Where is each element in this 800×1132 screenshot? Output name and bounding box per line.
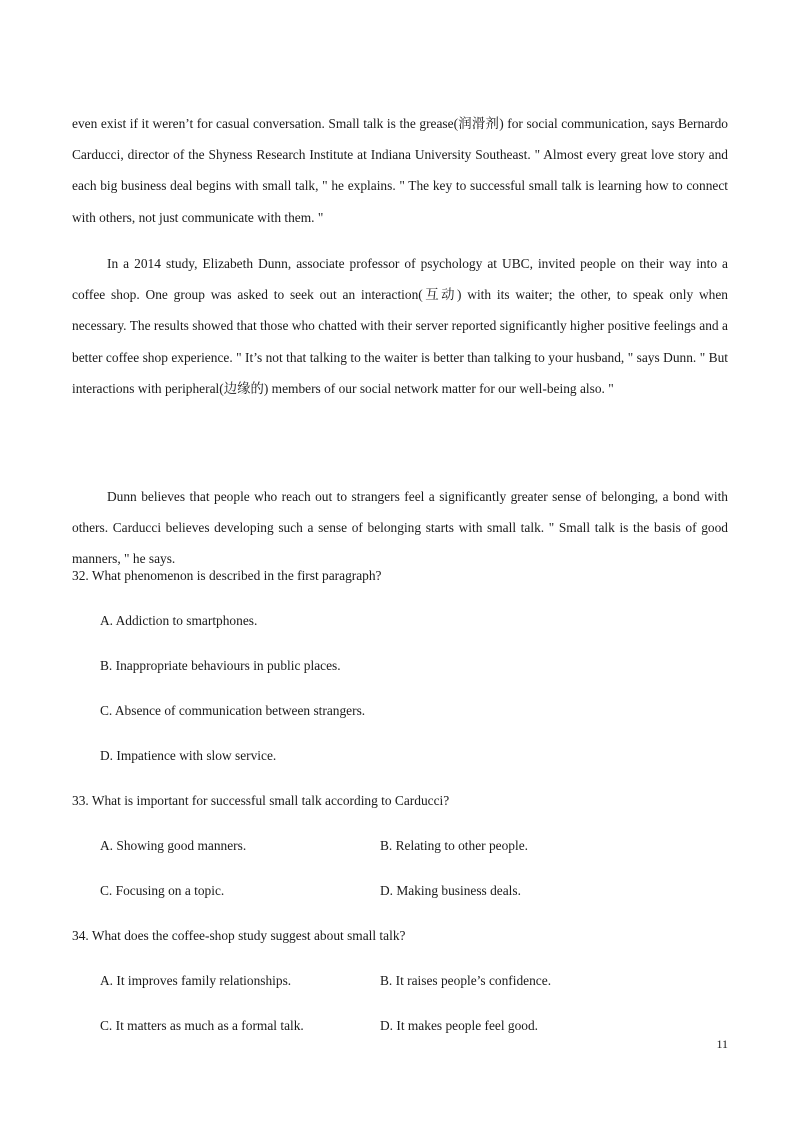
passage-paragraph-3: Dunn believes that people who reach out to strangers feel a significantly greater sense of belonging, a bond with others. Carducci believes developing such a sense of belonging starts with small talk. " Small talk is the basis of good manners, " he says. xyxy=(72,489,728,567)
question-34-option-d: D. It makes people feel good. xyxy=(380,1018,539,1033)
question-34-stem: 34. What does the coffee-shop study suggest about small talk? xyxy=(72,928,406,943)
question-32-stem: 32. What phenomenon is described in the first paragraph? xyxy=(72,568,382,583)
question-33-option-c: C. Focusing on a topic. xyxy=(100,883,225,898)
question-33-stem: 33. What is important for successful small talk according to Carducci? xyxy=(72,793,450,808)
question-33-option-d: D. Making business deals. xyxy=(380,883,521,898)
passage-paragraph-1: even exist if it weren’t for casual conversation. Small talk is the grease(润滑剂) for social communication, says Bernardo Carducci, director of the Shyness Research Institute at Indiana University Southeast. " Almost every great love story and each big business deal begins with small talk, " he explains. " The key to successful small talk is learning how to connect with others, not just communicate with them. " xyxy=(72,116,728,225)
question-32-option-c: C. Absence of communication between strangers. xyxy=(100,703,366,718)
question-32-option-d: D. Impatience with slow service. xyxy=(100,748,277,763)
question-32-option-b: B. Inappropriate behaviours in public places. xyxy=(100,658,341,673)
question-33-option-b: B. Relating to other people. xyxy=(380,838,529,853)
question-34-option-b: B. It raises people’s confidence. xyxy=(380,973,552,988)
passage-paragraph-2: In a 2014 study, Elizabeth Dunn, associate professor of psychology at UBC, invited people on their way into a coffee shop. One group was asked to seek out an interaction(互动) with its waiter; the other, to speak only when necessary. The results showed that those who chatted with their server reported significantly higher positive feelings and a better coffee shop experience. " It’s not that talking to the waiter is better than talking to your husband, " says Dunn. " But interactions with peripheral(边缘的) members of our social network matter for our well-being also. " xyxy=(72,256,728,396)
page-number: 11 xyxy=(716,1037,728,1051)
question-32-option-a: A. Addiction to smartphones. xyxy=(100,613,258,628)
question-33-option-a: A. Showing good manners. xyxy=(100,838,247,853)
question-34-option-a: A. It improves family relationships. xyxy=(100,973,292,988)
question-34-option-c: C. It matters as much as a formal talk. xyxy=(100,1018,304,1033)
